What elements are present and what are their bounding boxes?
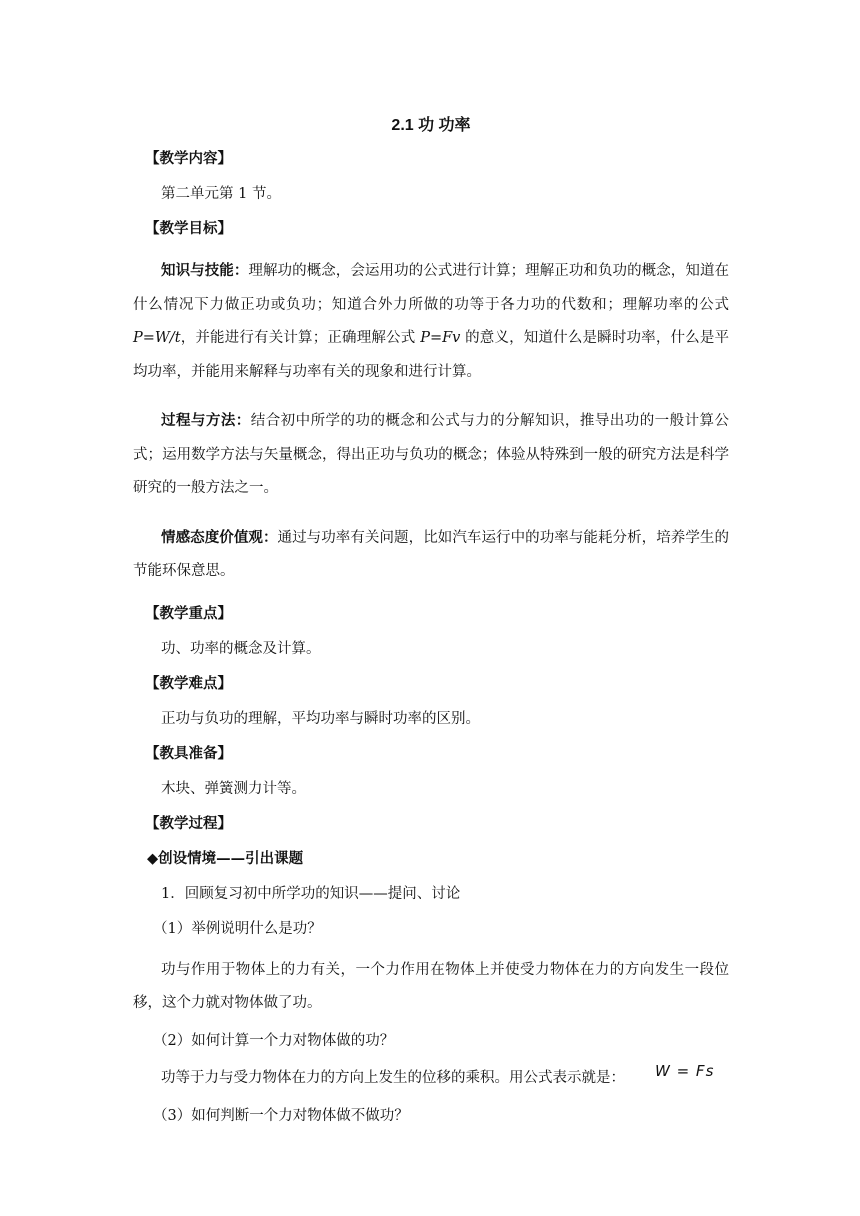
answer-2 [133, 1061, 729, 1089]
document-body [133, 112, 729, 1141]
answer-1: 功与作用于物体上的力有关，一个力作用在物体上并使受力物体在力的方向发生一段位移，这个力就对物体做了功。 [133, 961, 729, 1011]
goal-knowledge-paragraph [133, 254, 729, 389]
goal-knowledge-lead: 知识与技能： [161, 262, 249, 279]
goal-knowledge-text-a: 理解功的概念，会运用功的公式进行计算；理解正功和负功的概念，知道在什么情况下力做正功或负功；知道合外力所做的功等于各力功的代数和；理解功率的公式 [133, 263, 730, 313]
answer-2-text: 功等于力与受力物体在力的方向上发生的位移的乘积。用公式表示就是： [161, 1069, 625, 1086]
key-points-text: 功、功率的概念及计算。 [161, 640, 321, 657]
tools-text: 木块、弹簧测力计等。 [161, 780, 306, 797]
question-1: （1）举例说明什么是功？ [153, 920, 322, 937]
page-title: 2.1 功 功率 [391, 117, 471, 134]
goal-attitude-paragraph [133, 521, 729, 589]
heading-teaching-goals: 【教学目标】 [145, 220, 232, 237]
goal-attitude-text: 通过与功率有关问题，比如汽车运行中的功率与能耗分析，培养学生的节能环保意思。 [133, 529, 730, 579]
heading-teaching-process: 【教学过程】 [145, 814, 232, 832]
teaching-content-text: 第二单元第 1 节。 [161, 186, 281, 202]
goal-knowledge-text-c: 的意义，知道什么是瞬时功率，什么是平均功率，并能用来解释与功率有关的现象和进行计算。 [133, 330, 730, 380]
goal-process-paragraph [133, 404, 729, 506]
goal-knowledge-text-b: ，并能进行有关计算；正确理解公式 [180, 330, 421, 346]
question-2: （2）如何计算一个力对物体做的功？ [153, 1032, 395, 1049]
heading-key-points: 【教学重点】 [145, 604, 232, 622]
formula-work: W = Fs [655, 1061, 715, 1080]
heading-tools: 【教具准备】 [145, 744, 232, 762]
formula-power-average: P=W/t [133, 330, 181, 346]
difficult-points-text: 正功与负功的理解，平均功率与瞬时功率的区别。 [161, 710, 480, 727]
heading-difficult-points: 【教学难点】 [145, 674, 232, 692]
goal-process-text: 结合初中所学的功的概念和公式与力的分解知识，推导出功的一般计算公式；运用数学方法与矢量概念，得出正功与负功的概念；体验从特殊到一般的研究方法是科学研究的一般方法之一。 [133, 413, 730, 496]
scene-heading: ◆创设情境——引出课题 [147, 849, 304, 867]
goal-process-lead: 过程与方法： [161, 412, 251, 429]
question-3: （3）如何判断一个力对物体做不做功？ [153, 1107, 409, 1124]
heading-teaching-content: 【教学内容】 [145, 150, 232, 167]
step-1: 1．回顾复习初中所学功的知识——提问、讨论 [161, 885, 461, 902]
goal-attitude-lead: 情感态度价值观： [161, 528, 278, 546]
formula-power-instant: P=Fv [420, 330, 461, 346]
